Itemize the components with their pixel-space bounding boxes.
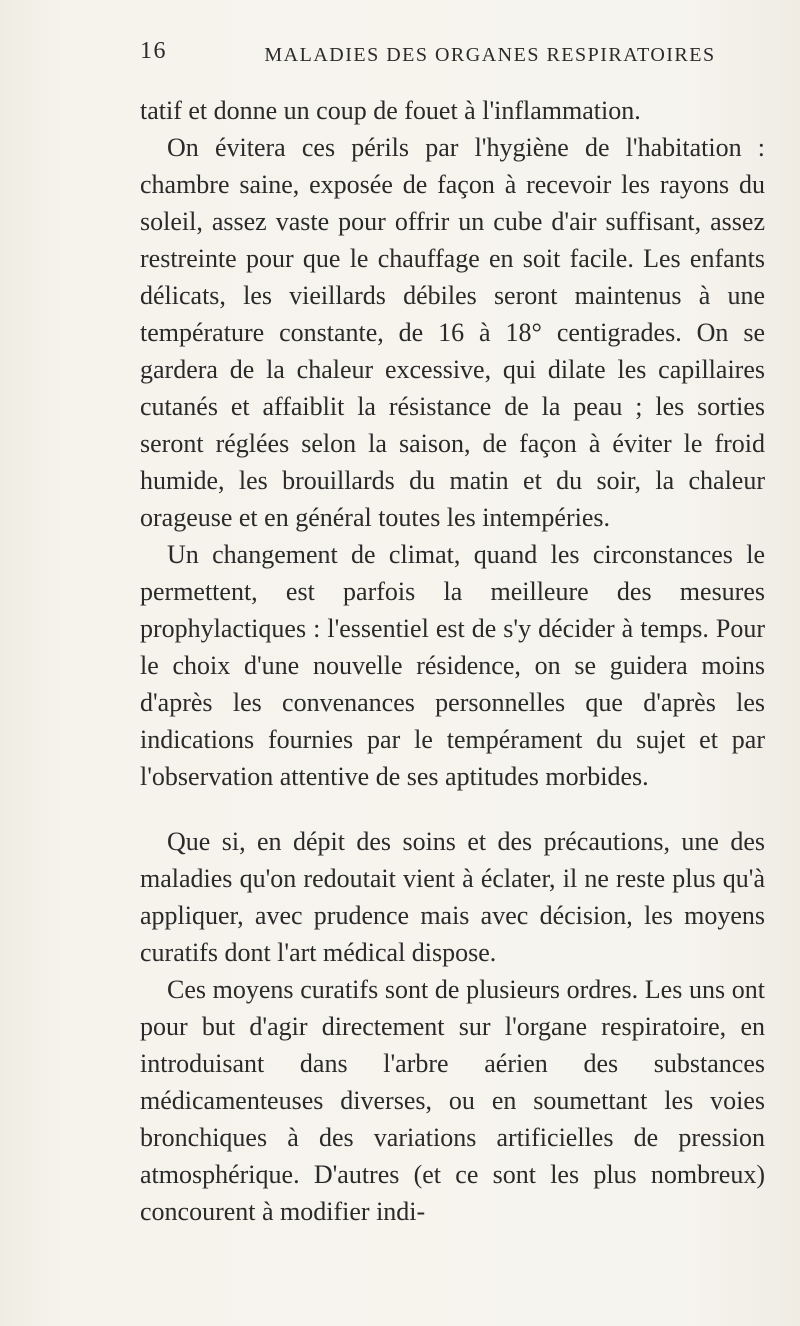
body-text	[140, 92, 765, 1230]
page-number: 16	[140, 38, 167, 64]
running-title: MALADIES DES ORGANES RESPIRATOIRES	[264, 44, 716, 66]
paragraph-means: Ces moyens curatifs sont de plusieurs ordres. Les uns ont pour but d'agir directement sur l'organe respiratoire, en introduisant dans l'arbre aérien des substances médicamenteuses diverses, ou en soumettant les voies bronchiques à des variations artificielles de pression atmosphérique. D'autres (et ce sont les plus nombreux) concourent à modifier indi-	[140, 975, 765, 1226]
paragraph-hygiene: On évitera ces périls par l'hygiène de l'habitation : chambre saine, exposée de façon à recevoir les rayons du soleil, assez vaste pour offrir un cube d'air suffisant, assez restreinte pour que le chauffage en soit facile. Les enfants délicats, les vieillards débiles seront maintenus à une température constante, de 16 à 18° centigrades. On se gardera de la chaleur excessive, qui dilate les capillaires cutanés et affaiblit la résistance de la peau ; les sorties seront réglées selon la saison, de façon à éviter le froid humide, les brouillards du matin et du soir, la chaleur orageuse et en général toutes les intempéries.	[140, 133, 765, 532]
paragraph-curative: Que si, en dépit des soins et des précautions, une des maladies qu'on redoutait vient à éclater, il ne reste plus qu'à appliquer, avec prudence mais avec décision, les moyens curatifs dont l'art médical dispose.	[140, 827, 765, 967]
paragraph-climate: Un changement de climat, quand les circonstances le permettent, est parfois la meilleure des mesures prophylactiques : l'essentiel est de s'y décider à temps. Pour le choix d'une nouvelle résidence, on se guidera moins d'après les convenances personnelles que d'après les indications fournies par le tempérament du sujet et par l'observation attentive de ses aptitudes morbides.	[140, 540, 765, 791]
paragraph-continuation: tatif et donne un coup de fouet à l'inflammation.	[140, 96, 641, 125]
